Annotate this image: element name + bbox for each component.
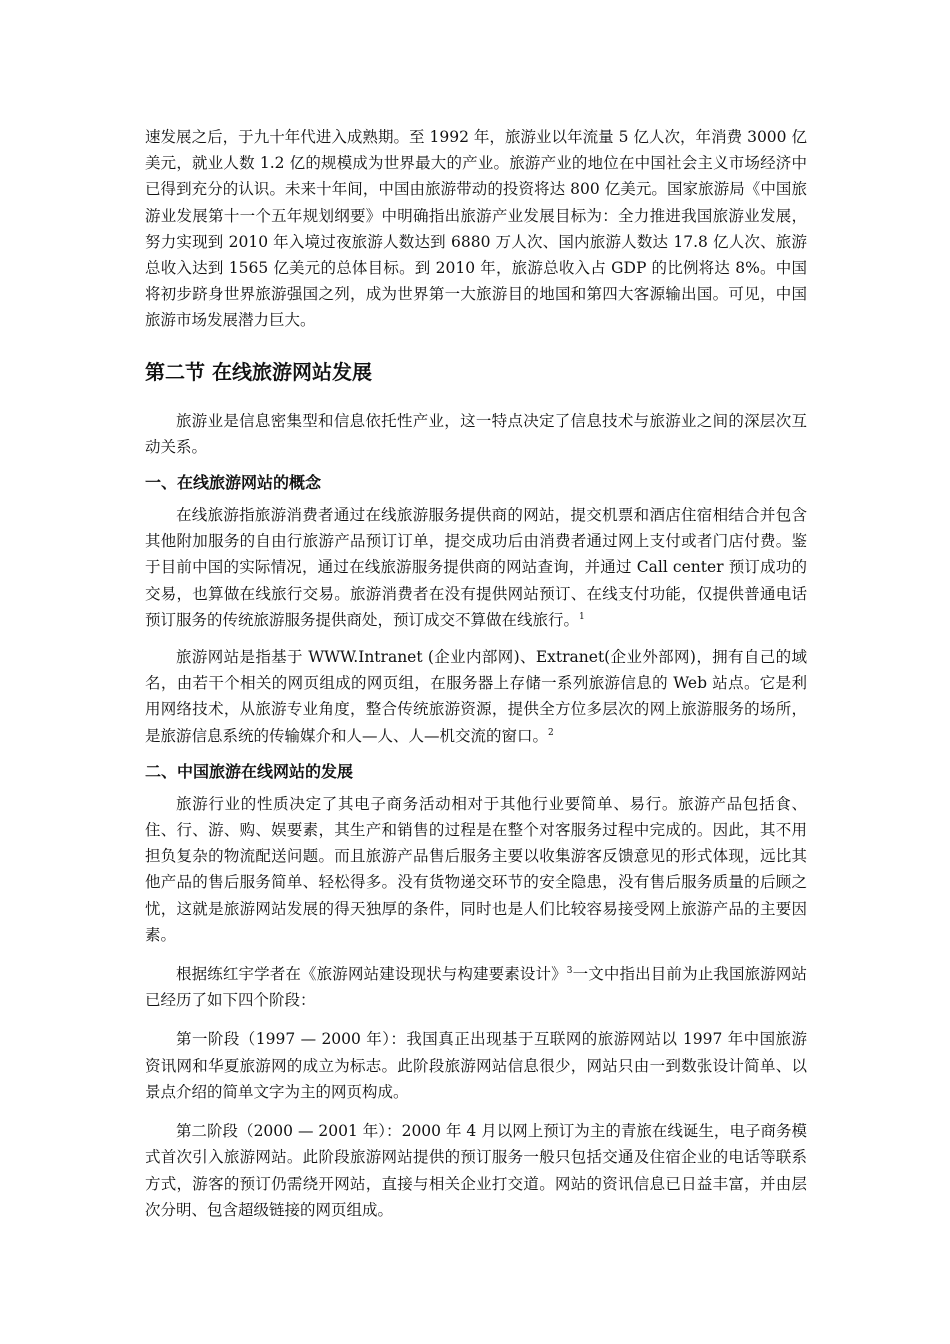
- stage-2-paragraph: 第二阶段（2000 — 2001 年）：2000 年 4 月以网上预订为主的青旅在线诞生，电子商务模式首次引入旅游网站。此阶段旅游网站提供的预订服务一般只包括交通及住宿企业的电话等联系方式，游客的预订仍需绕开网站，直接与相关企业打交道。网站的资讯信息已日益丰富，并由层次分明、包含超级链接的网页组成。: [145, 1122, 807, 1219]
- section-heading: 第二节 在线旅游网站发展: [145, 359, 372, 384]
- concept-paragraph-2: [145, 644, 807, 749]
- concept-paragraph-1-text: 在线旅游指旅游消费者通过在线旅游服务提供商的网站，提交机票和酒店住宿相结合并包含其他附加服务的自由行旅游产品预订订单，提交成功后由消费者通过网上支付或者门店付费。鉴于目前中国的实际情况，通过在线旅游服务提供商的网站查询，并通过 Call center 预订成功的交易，也算做在线旅行交易。旅游消费者在没有提供网站预订、在线支付功能，仅提供普通电话预订服务的传统旅游服务提供商处，预订成交不算做在线旅行。: [145, 506, 807, 629]
- concept-paragraph-1: [145, 502, 807, 633]
- document-page: [145, 124, 807, 1223]
- section-intro-paragraph: 旅游业是信息密集型和信息依托性产业，这一特点决定了信息技术与旅游业之间的深层次互动关系。: [145, 411, 807, 456]
- subsection-heading-development: 二、中国旅游在线网站的发展: [145, 761, 354, 781]
- footnote-ref-3[interactable]: 3: [566, 965, 573, 976]
- development-paragraph-2-after: 一文中指出目前为止我国旅游网站已经历了如下四个阶段：: [145, 965, 807, 1010]
- development-paragraph-2: [145, 961, 807, 1013]
- footnote-ref-2[interactable]: 2: [548, 727, 554, 738]
- footnote-ref-1[interactable]: 1: [579, 611, 585, 622]
- development-paragraph-1: 旅游行业的性质决定了其电子商务活动相对于其他行业要简单、易行。旅游产品包括食、住、行、游、购、娱要素，其生产和销售的过程是在整个对客服务过程中完成的。因此，其不用担负复杂的物流配送问题。而且旅游产品售后服务主要以收集游客反馈意见的形式体现，远比其他产品的售后服务简单、轻松得多。没有货物递交环节的安全隐患，没有售后服务质量的后顾之忧，这就是旅游网站发展的得天独厚的条件，同时也是人们比较容易接受网上旅游产品的主要因素。: [145, 794, 807, 944]
- concept-paragraph-2-text: 旅游网站是指基于 WWW.Intranet (企业内部网)、Extranet(企业外部网)，拥有自己的域名，由若干个相关的网页组成的网页组，在服务器上存储一系列旅游信息的 Web 站点。它是利用网络技术，从旅游专业角度，整合传统旅游资源，提供全方位多层次的网上旅游服务的场所，是旅游信息系统的传输媒介和人—人、人—机交流的窗口。: [145, 648, 807, 745]
- development-paragraph-2-before: 根据练红宇学者在《旅游网站建设现状与构建要素设计》: [176, 965, 567, 984]
- intro-paragraph: 速发展之后，于九十年代进入成熟期。至 1992 年，旅游业以年流量 5 亿人次，年消费 3000 亿美元，就业人数 1.2 亿的规模成为世界最大的产业。旅游产业的地位在中国社会主义市场经济中已得到充分的认识。未来十年间，中国由旅游带动的投资将达 800 亿美元。国家旅游局《中国旅游业发展第十一个五年规划纲要》中明确指出旅游产业发展目标为：全力推进我国旅游业发展，努力实现到 2010 年入境过夜旅游人数达到 6880 万人次、国内旅游人数达 17.8 亿人次、旅游总收入达到 1565 亿美元的总体目标。到 2010 年，旅游总收入占 GDP 的比例将达 8%。中国将初步跻身世界旅游强国之列，成为世界第一大旅游目的地国和第四大客源输出国。可见，中国旅游市场发展潜力巨大。: [145, 128, 807, 330]
- stage-1-paragraph: 第一阶段（1997 — 2000 年）：我国真正出现基于互联网的旅游网站以 1997 年中国旅游资讯网和华夏旅游网的成立为标志。此阶段旅游网站信息很少，网站只由一到数张设计简单、以景点介绍的简单文字为主的网页构成。: [145, 1030, 807, 1101]
- subsection-heading-concept: 一、在线旅游网站的概念: [145, 473, 322, 493]
